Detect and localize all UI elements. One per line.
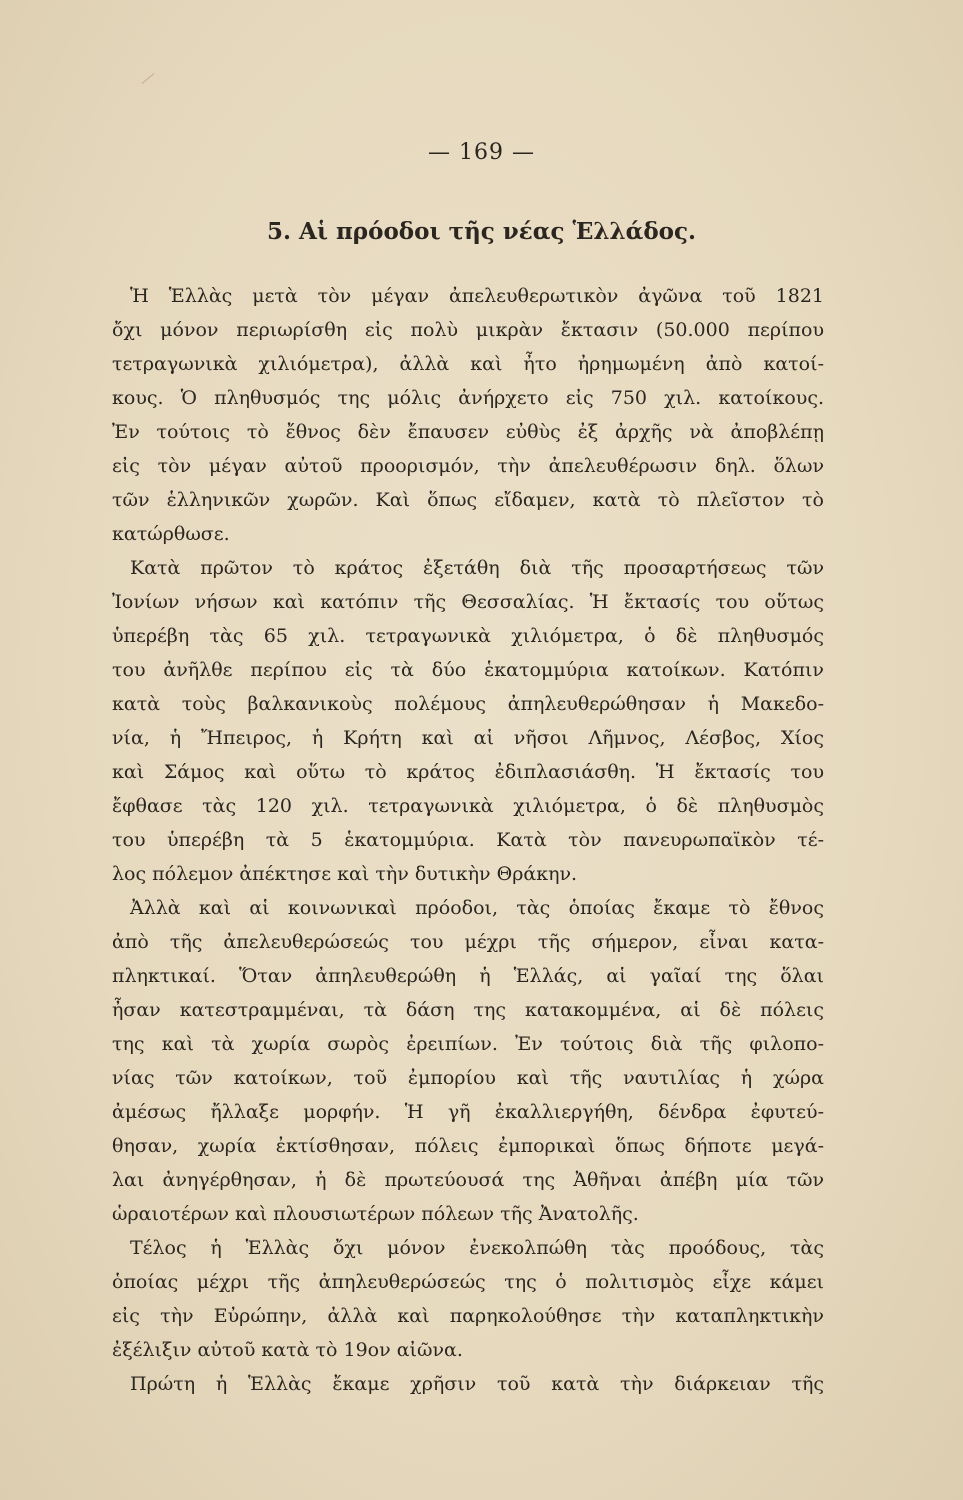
text-line: Πρώτη ἡ Ἑλλὰς ἔκαμε χρῆσιν τοῦ κατὰ τὴν διάρκειαν τῆς <box>130 1373 824 1395</box>
text-line: του ἀνῆλθε περίπου εἰς τὰ δύο ἑκατομμύρια κατοίκων. Κατόπιν <box>112 659 824 681</box>
text-line: ἔφθασε τὰς 120 χιλ. τετραγωνικὰ χιλιόμετρα, ὁ δὲ πληθυσμὸς <box>112 795 824 817</box>
text-line: ὁποίας μέχρι τῆς ἀπηλευθερώσεώς της ὁ πολιτισμὸς εἶχε κάμει <box>112 1271 824 1293</box>
text-line: εἰς τὴν Εὐρώπην, ἀλλὰ καὶ παρηκολούθησε τὴν καταπληκτικὴν <box>112 1305 824 1327</box>
text-line: Ἡ Ἑλλὰς μετὰ τὸν μέγαν ἀπελευθερωτικὸν ἀγῶνα τοῦ 1821 <box>130 285 824 307</box>
text-line: ἀπὸ τῆς ἀπελευθερώσεώς του μέχρι τῆς σήμερον, εἶναι κατα- <box>112 931 824 953</box>
text-line: του ὑπερέβη τὰ 5 ἑκατομμύρια. Κατὰ τὸν πανευρωπαϊκὸν τέ- <box>112 829 824 851</box>
text-line: λαι ἀνηγέρθησαν, ἡ δὲ πρωτεύουσά της Ἀθῆναι ἀπέβη μία τῶν <box>112 1169 824 1191</box>
text-line: ἀμέσως ἤλλαξε μορφήν. Ἡ γῆ ἐκαλλιεργήθη, δένδρα ἐφυτεύ- <box>112 1101 824 1123</box>
text-line: Ἐν τούτοις τὸ ἔθνος δὲν ἔπαυσεν εὐθὺς ἐξ ἀρχῆς νὰ ἀποβλέπῃ <box>112 421 824 443</box>
text-line: καὶ Σάμος καὶ οὕτω τὸ κράτος ἐδιπλασιάσθη. Ἡ ἔκτασίς του <box>112 761 824 783</box>
text-line: κατώρθωσε. <box>112 523 230 545</box>
pencil-mark <box>142 73 155 84</box>
text-line: της καὶ τὰ χωρία σωρὸς ἐρειπίων. Ἐν τούτοις διὰ τῆς φιλοπο- <box>112 1033 824 1055</box>
text-line: τῶν ἑλληνικῶν χωρῶν. Καὶ ὅπως εἴδαμεν, κατὰ τὸ πλεῖστον τὸ <box>112 489 824 511</box>
text-line: εἰς τὸν μέγαν αὐτοῦ προορισμόν, τὴν ἀπελευθέρωσιν δηλ. ὅλων <box>112 455 824 477</box>
text-line: Κατὰ πρῶτον τὸ κράτος ἐξετάθη διὰ τῆς προσαρτήσεως τῶν <box>130 557 824 579</box>
text-line: ὑπερέβη τὰς 65 χιλ. τετραγωνικὰ χιλιόμετρα, ὁ δὲ πληθυσμός <box>112 625 824 647</box>
text-line: νίας τῶν κατοίκων, τοῦ ἐμπορίου καὶ τῆς ναυτιλίας ἡ χώρα <box>112 1067 824 1089</box>
page-number: — 169 — <box>428 140 535 165</box>
section-title: 5. Αἱ πρόοδοι τῆς νέας Ἑλλάδος. <box>266 218 697 245</box>
text-line: λος πόλεμον ἀπέκτησε καὶ τὴν δυτικὴν Θράκην. <box>112 863 578 885</box>
text-line: ἦσαν κατεστραμμέναι, τὰ δάση της κατακομμένα, αἱ δὲ πόλεις <box>112 999 824 1021</box>
text-line: κατὰ τοὺς βαλκανικοὺς πολέμους ἀπηλευθερώθησαν ἡ Μακεδο- <box>112 693 824 715</box>
text-line: τετραγωνικὰ χιλιόμετρα), ἀλλὰ καὶ ἦτο ἠρημωμένη ἀπὸ κατοί- <box>112 353 824 375</box>
body-text <box>112 279 824 1401</box>
text-line: Τέλος ἡ Ἑλλὰς ὄχι μόνον ἐνεκολπώθη τὰς προόδους, τὰς <box>130 1237 824 1259</box>
text-line: ἐξέλιξιν αὐτοῦ κατὰ τὸ 19ον αἰῶνα. <box>112 1339 463 1361</box>
text-line: ὡραιοτέρων καὶ πλουσιωτέρων πόλεων τῆς Ἀνατολῆς. <box>112 1203 639 1225</box>
text-line: κους. Ὁ πληθυσμός της μόλις ἀνήρχετο εἰς 750 χιλ. κατοίκους. <box>112 387 824 409</box>
text-line: Ἀλλὰ καὶ αἱ κοινωνικαὶ πρόοδοι, τὰς ὁποίας ἔκαμε τὸ ἔθνος <box>130 897 824 919</box>
text-line: νία, ἡ Ἤπειρος, ἡ Κρήτη καὶ αἱ νῆσοι Λῆμνος, Λέσβος, Χίος <box>112 727 824 749</box>
text-line: πληκτικαί. Ὅταν ἀπηλευθερώθη ἡ Ἑλλάς, αἱ γαῖαί της ὅλαι <box>112 965 824 987</box>
text-line: Ἰονίων νήσων καὶ κατόπιν τῆς Θεσσαλίας. Ἡ ἔκτασίς του οὕτως <box>112 591 824 613</box>
text-line: ὄχι μόνον περιωρίσθη εἰς πολὺ μικρὰν ἔκτασιν (50.000 περίπου <box>112 319 824 341</box>
text-line: θησαν, χωρία ἐκτίσθησαν, πόλεις ἐμπορικαὶ ὅπως δήποτε μεγά- <box>112 1135 824 1157</box>
